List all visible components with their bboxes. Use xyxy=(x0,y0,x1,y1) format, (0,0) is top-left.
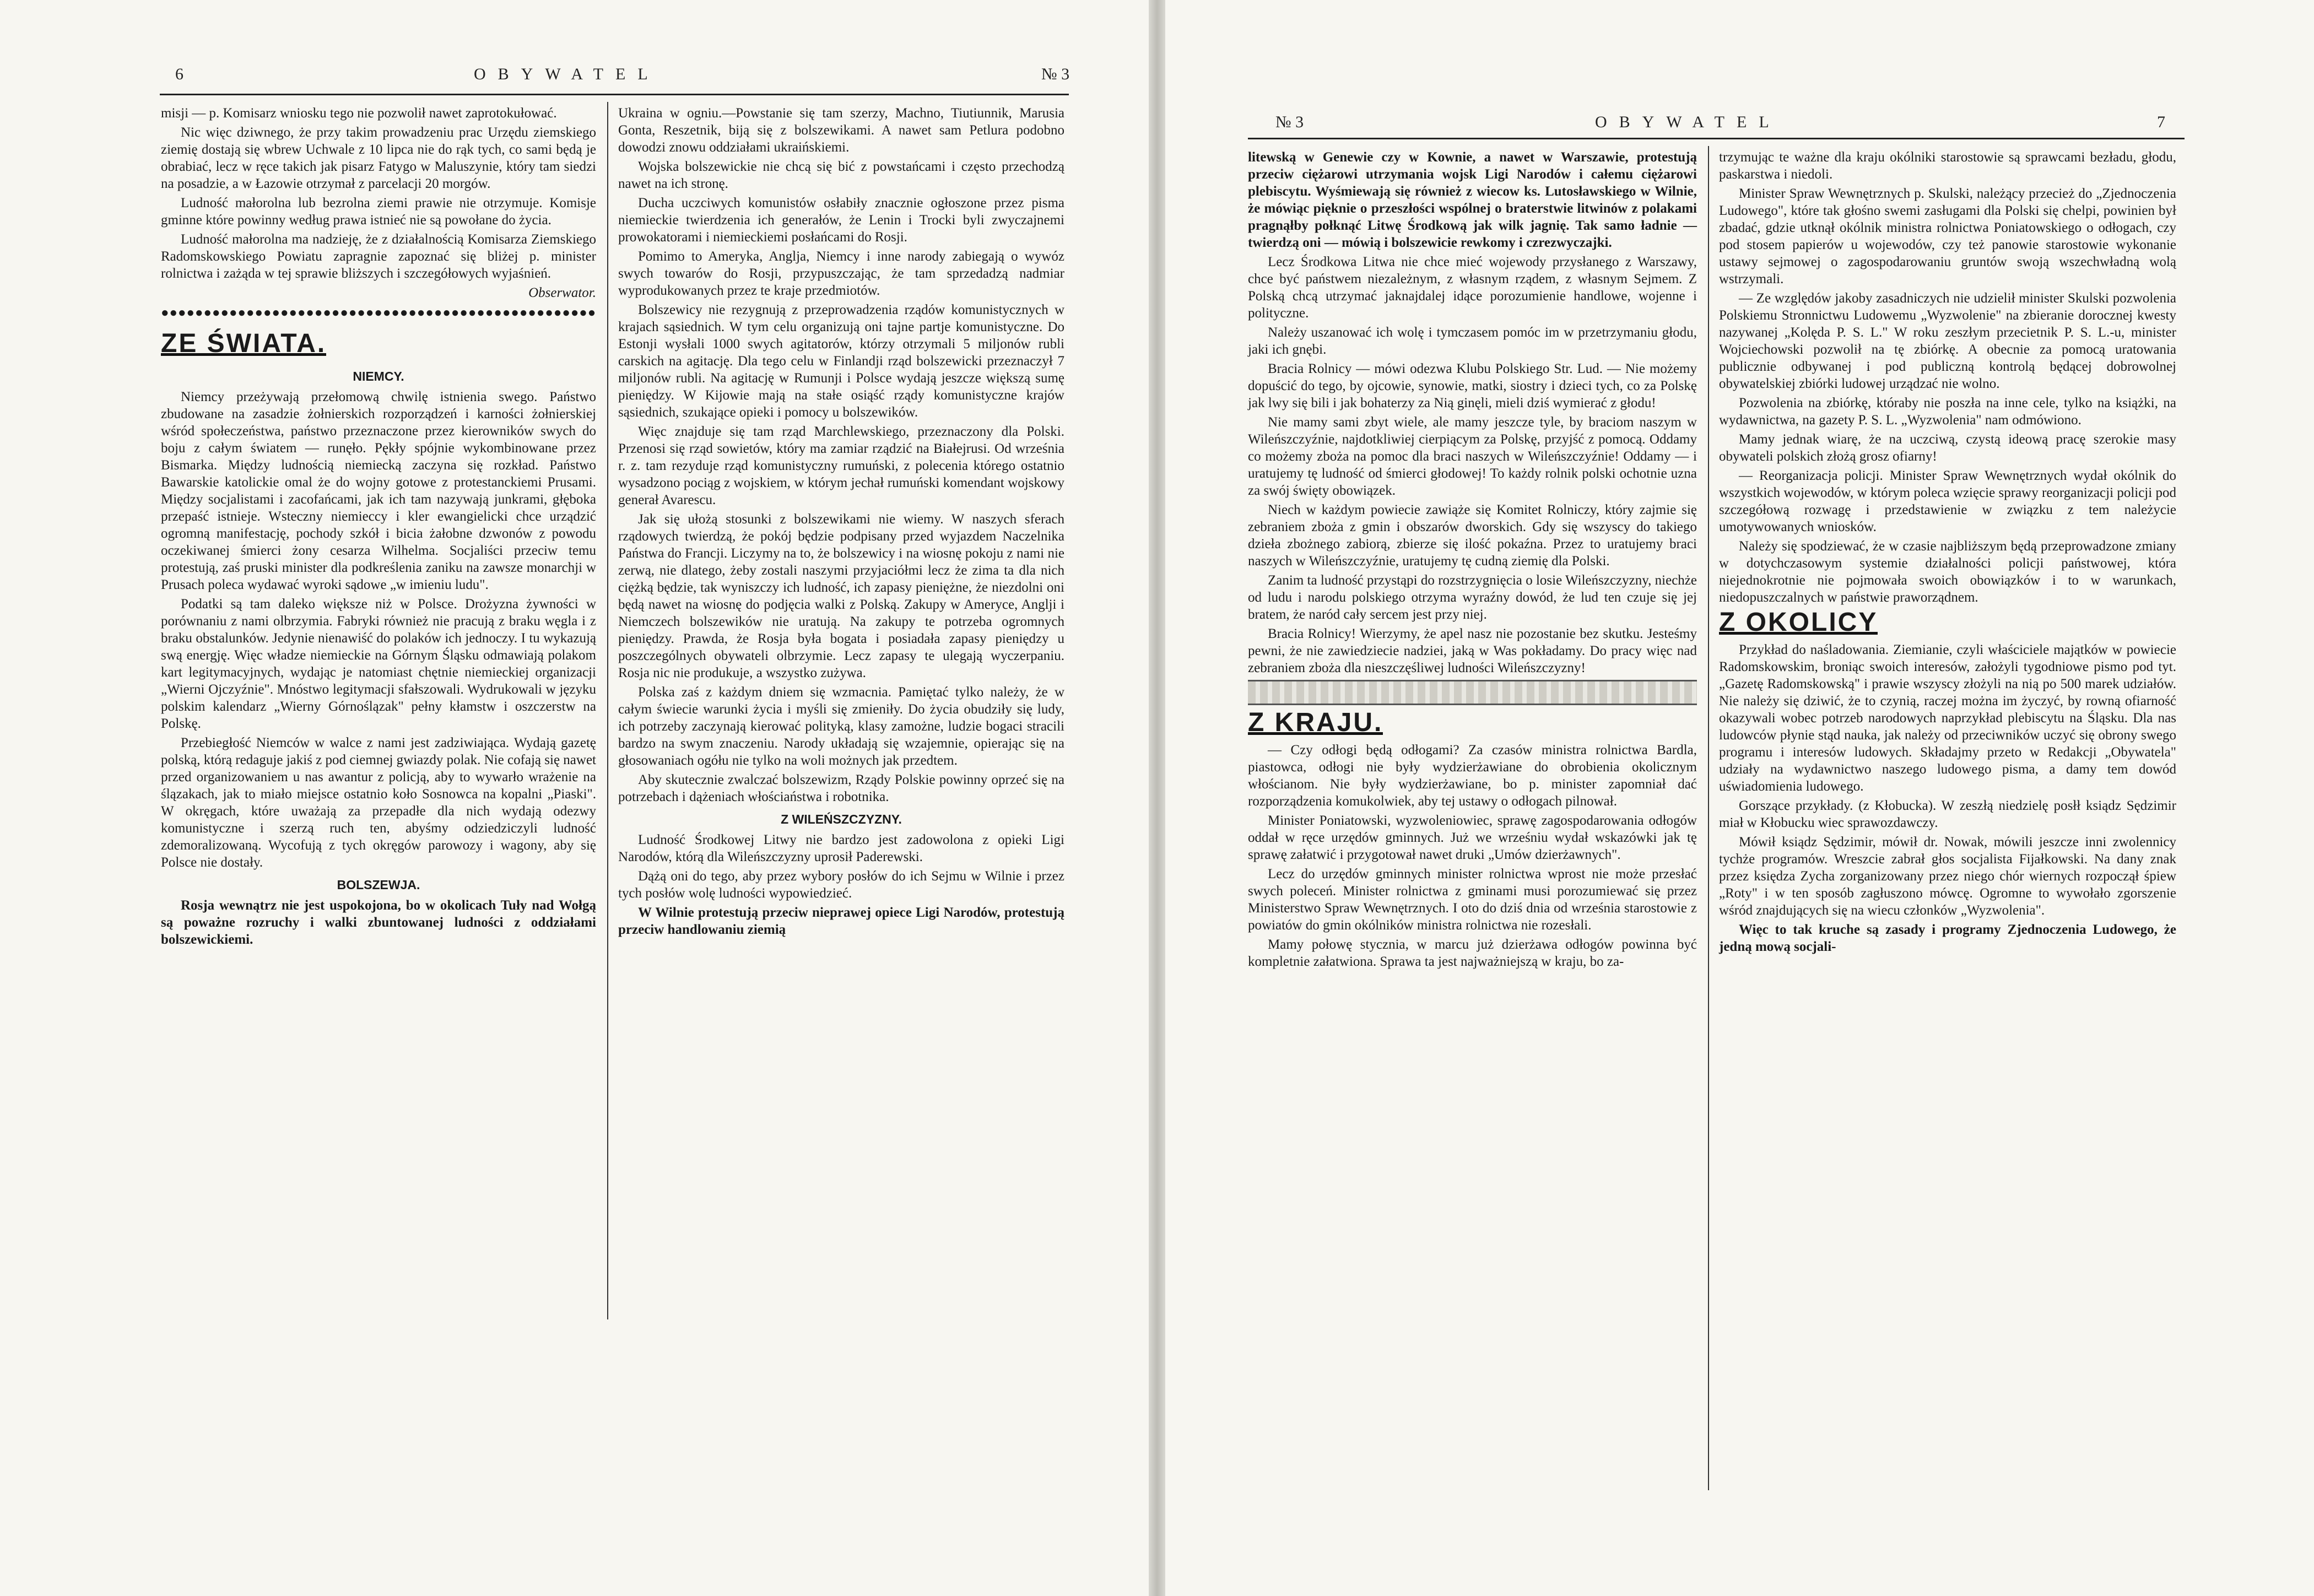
article-paragraph: Przykład do naśladowania. Ziemianie, czyli właściciele majątków w powiecie Radomskowskim, broniąc swoich interesów, założyli tygodniowe pismo pod tyt. „Gazetę Radomskowską" i prawie wszyscy złożyli na nią po 500 marek udziałów. Nie należy się dziwić, że to czynią, raczej można im życzyć, by rowną ofiarność okazywali wobec potrzeb narodowych naprzykład plebiscytu na Śląsku. Dla nas ludowców płynie stąd nauka, jak należy od przeciwników uczyć się obrony swego programu i interesów ludowych. Składajmy przeto w Redakcji „Obywatela" udziały na wydawnictwo naszego ludowego pisma, a damy tem dowód uświadomienia ludowego. xyxy=(1719,642,2176,794)
section-title-z-okolicy: Z OKOLICY xyxy=(1719,608,1878,637)
article-paragraph: Dążą oni do tego, aby przez wybory posłów do ich Sejmu w Wilnie i przez tych posłów wolę ludności wypowiedzieć. xyxy=(618,869,1064,901)
left-page xyxy=(0,0,1149,1596)
article-paragraph: Niemcy przeżywają przełomową chwilę istnienia swego. Państwo zbudowane na zasadzie żołnierskich rozporządzeń i karności żołnierskiej wśród społeczeństwa, państwo przeznaczone przez kierowników swych do boju z całym światem — runęło. Pękły spójnie wykombinowane przez Bismarka. Między ludnością niemiecką zaczyna się rozkład. Państwo Bawarskie katolickie omal że do wojny gotowe z protestanckiemi Prusami. Między socjalistami i zacofańcami, jak ich tam nazywają junkrami, głęboka przepaść istnieje. Wsteczny niemieccy i kler ewangielicki chce urządzić ogromną manifestację, pochody szkół i bicia żałobne dzwonów z powodu oczekiwanej śmierci żony cesarza Wilhelma. Socjaliści przeciw temu protestują, zaś pruski minister dla podkreślenia zaniku na zawsze monarchji w Prusach poleca wydawać wyroki sądowe „w imieniu ludu". xyxy=(161,389,596,592)
subheading-z-wilenszczyzny: Z WILEŃSZCZYZNY. xyxy=(781,812,902,826)
article-signature: Obserwator. xyxy=(528,285,596,300)
article-paragraph: Mamy połowę stycznia, w marcu już dzierżawa odłogów powinna być kompletnie załatwiona. Sprawa ta jest najważniejszą w kraju, bo za- xyxy=(1248,937,1697,969)
article-paragraph: W Wilnie protestują przeciw nieprawej opiece Ligi Narodów, protestują przeciw handlowaniu ziemią xyxy=(618,905,1064,937)
article-paragraph: — Czy odłogi będą odłogami? Za czasów ministra rolnictwa Bardla, piastowca, odłogi nie były wydzierżawiane do obrobienia okolicznym włościanom. Nie były wydzierżawiane, bo p. minister zapomniał dać rozporządzenia komukolwiek, aby tej ustawy o odłogach pilnował. xyxy=(1248,743,1697,809)
right-column-2 xyxy=(1719,149,2176,957)
article-paragraph: Ludność małorolna ma nadzieję, że z działalnością Komisarza Ziemskiego Radomskowskiego Powiatu zapragnie zapoznać się bliżej p. minister rolnictwa i zażąda w tej sprawie bliższych i szczegółowych wyjaśnień. xyxy=(161,232,596,281)
left-running-head: OBYWATEL xyxy=(474,65,660,83)
article-paragraph: Mówił ksiądz Sędzimir, mówił dr. Nowak, mówili jeszcze inni zwolennicy tychże programów. Wreszcie zabrał głos socjalista Fijałkowski. Na dany znak przez księdza Zycha zorganizowany przez niego chór wiernych rozpoczął śpiew „Roty" i w ten sposób zagłuszono mówcę. Ogromne to wywołało zgorszenie wśród znajdujących się na wiecu członków „Wyzwolenia". xyxy=(1719,835,2176,918)
article-paragraph: Polska zaś z każdym dniem się wzmacnia. Pamiętać tylko należy, że w całym świecie warunki życia i myśli się zmieniły. Do życia obudziły się ludy, ich potrzeby zaczynają kierować polityką, klasy zamożne, ludzie bogaci stracili bardzo na swym znaczeniu. Narody układają się wzajemnie, opierając się na głosowaniach ogółu nie tylko na woli możnych jak przedtem. xyxy=(618,685,1064,768)
article-paragraph: Nic więc dziwnego, że przy takim prowadzeniu prac Urzędu ziemskiego ziemię dostają się wbrew Uchwale z 10 lipca nie do rąk tych, co sami będą je obrabiać, lecz w ręce takich jak pisarz Fatygo w Maluszynie, który tam siedzi na posadzie, a w Łazowie otrzymał z parcelacji 20 morgów. xyxy=(161,125,596,191)
article-paragraph: Gorszące przykłady. (z Kłobucka). W zeszłą niedzielę posłł ksiądz Sędzimir miał w Kłobucku wiec sprawozdawczy. xyxy=(1719,798,2176,830)
article-paragraph: Rosja wewnątrz nie jest uspokojona, bo w okolicach Tuły nad Wołgą są poważne rozruchy i walki zbuntowanej ludności z oddziałami bolszewickiemi. xyxy=(161,898,596,947)
left-column-2 xyxy=(618,105,1064,940)
article-paragraph: Lecz do urzędów gminnych minister rolnictwa wprost nie może przesłać swych poleceń. Minister rolnictwa z gminami musi porozumiewać się przez Ministerstwo Spraw Wewnętrznych. I oto do dziś dnia od września starostowie z powiatów do gmin okólników ministra rolnictwa nie rozesłali. xyxy=(1248,867,1697,933)
subheading-bolszewja: BOLSZEWJA. xyxy=(337,878,420,892)
article-paragraph: litewską w Genewie czy w Kownie, a nawet w Warszawie, protestują przeciw ciężarowi utrzymania wojsk Ligi Narodów i całemu ciężarowi plebiscytu. Wyśmiewają się również z wiecow ks. Lutosławskiego w Wilnie, że mówiąc pięknie o przeszłości wspólnej o braterstwie litwinów z polakami pragnąłby połknąć Litwę Środkową jak wilk jagnię. Tak samo ładnie — twierdzą oni — mówią i bolszewicie rewkomy i czrezwyczajki. xyxy=(1248,150,1697,250)
article-paragraph: Niech w każdym powiecie zawiąże się Komitet Rolniczy, który zajmie się zebraniem zboża z gmin i obszarów dworskich. Gdy się wszyscy do takiego dzieła zbożnego zabiorą, zbierze się ilość pokaźna. Przez to uratujemy braci naszych w Wileńszczyźnie, uratujemy tę cudną ziemię dla Polski. xyxy=(1248,502,1697,569)
ornamental-divider: ●●●●●●●●●●●●●●●●●●●●●●●●●●●●●●●●●●●●●●●●●●●●●●●●●●● xyxy=(161,306,596,320)
article-paragraph: Minister Spraw Wewnętrznych p. Skulski, należący przecież do „Zjednoczenia Ludowego", które tak głośno swemi zasługami dla Polski się chelpi, powinien był zbadać, gdzie utknął okólnik ministra rolnictwa Poniatowskiego o odłogach, czy pod stosem papierów u wojewodów, czy też panowie starostowie wykonanie ustawy sejmowej o zagospodarowaniu gruntów swoją wszechwładną wolą wstrzymali. xyxy=(1719,186,2176,286)
article-paragraph: Wojska bolszewickie nie chcą się bić z powstańcami i często przechodzą nawet na ich stronę. xyxy=(618,159,1064,191)
article-paragraph: Jak się ułożą stosunki z bolszewikami nie wiemy. W naszych sferach rządowych twierdzą, że pokój będzie podpisany przed wyjazdem Naczelnika Państwa do Francji. Liczymy na to, że bolszewicy i na wiosnę pokoju z nami nie zerwą, nie dlatego, żeby zostali naszymi przyjaciółmi lecz że zima ta dla nich ciężką będzie, tak wyniszczy ich ludność, ich zapasy pieniężne, że niezdolni oni będą nawet na wiosnę do podjęcia walki z Polską. Zakupy w Ameryce, Anglji i Niemczech bolszewików nie uratują. Na zakupy te potrzeba ogromnych pieniędzy. Prawda, że Rosja była bogata i posiadała zapasy pieniędzy u poszczególnych obywateli olbrzymie. Lecz zapasy te ulegają wyczerpaniu. Rosja nic nie produkuje, a wszystko zużywa. xyxy=(618,512,1064,680)
article-paragraph: Lecz Środkowa Litwa nie chce mieć wojewody przysłanego z Warszawy, chce być państwem niezależnym, z własnym rządem, z własnym Sejmem. Z Polską chcą utrzymać jaknajdalej idące porozumienie handlowe, wojenne i polityczne. xyxy=(1248,255,1697,321)
article-paragraph: Minister Poniatowski, wyzwoleniowiec, sprawę zagospodarowania odłogów oddał w ręce urzędów gminnych. Już we wrześniu wydał wskazówki jak tę sprawę załatwić i przygotował nawet druki „Umów dzierżawnych". xyxy=(1248,813,1697,862)
right-column-1 xyxy=(1248,149,1697,972)
article-paragraph: Bolszewicy nie rezygnują z przeprowadzenia rządów komunistycznych w krajach sąsiednich. W tym celu organizują oni tajne partje komunistyczne. Do Estonji wysłali 1000 swych agitatorów, którzy otrzymali 5 miljonów rubli carskich na agitację. Dla tego celu w Finlandji rząd bolszewicki przeznaczył 7 miljonów rubli. Na agitację w Rumunji i Polsce wydają jeszcze większą sumę pieniędzy. W Kijowie mają na stałe osiąść rządy komunistyczne krajów sąsiednich, szukające opieki i pomocy u bolszewików. xyxy=(618,302,1064,420)
article-paragraph: Należy się spodziewać, że w czasie najbliższym będą przeprowadzone zmiany w dotychczasowym systemie działalności policji państwowej, która niejednokrotnie nie pojmowała swoich obowiązków i to w warunkach, niedopuszczalnych w państwie praworządnem. xyxy=(1719,539,2176,605)
left-header-rule xyxy=(160,94,1069,95)
article-paragraph: Pozwolenia na zbiórkę, któraby nie poszła na inne cele, tylko na książki, na wydawnictwa, na gazety P. S. L. „Wyzwolenia" nam odmówiono. xyxy=(1719,396,2176,428)
decorative-band xyxy=(1248,680,1697,705)
article-paragraph: Więc znajduje się tam rząd Marchlewskiego, przeznaczony dla Polski. Przenosi się rząd sowietów, który ma zamiar rządzić na Białejrusi. Od września r. z. tam rezyduje rząd komunistyczny rumuński, z polecenia którego ostatnio wysadzono pociąg z wojskiem, w którym jechał rumuński komendant wojskowy generał Avarescu. xyxy=(618,424,1064,507)
right-header-rule xyxy=(1248,138,2185,139)
article-paragraph: Ukraina w ogniu.—Powstanie się tam szerzy, Machno, Tiutiunnik, Marusia Gonta, Reszetnik, biją się z bolszewikami. A nawet sam Petlura podobno dowodzi znowu oddziałami ukraińskiemi. xyxy=(618,106,1064,155)
section-title-z-kraju: Z KRAJU. xyxy=(1248,708,1383,737)
article-paragraph: — Ze względów jakoby zasadniczych nie udzielił minister Skulski pozwolenia Polskiemu Stronnictwu Ludowemu „Wyzwolenie" na zbieranie dorocznej kwesty nazywanej „Kolęda P. S. L." W roku zeszłym przecietnik P. S. L.-u, minister Wojciechowski pozwolił na tę zbiórkę. A obecnie za pomocą uratowania publicznie odbywanej i pod publiczną kontrolą będącej dobrowolnej obywatelskiej zbiórki ludowej urządzać nie wolno. xyxy=(1719,291,2176,391)
right-page xyxy=(1165,0,2314,1596)
article-paragraph: Ludność Środkowej Litwy nie bardzo jest zadowolona z opieki Ligi Narodów, którą dla Wileńszczyzny uprosił Paderewski. xyxy=(618,832,1064,864)
article-paragraph: — Reorganizacja policji. Minister Spraw Wewnętrznych wydał okólnik do wszystkich wojewodów, w którym poleca wzięcie sprawy reorganizacji policji pod szczegółową rozwagę i przedstawienie w związku z tem należycie umotywowanych wniosków. xyxy=(1719,468,2176,534)
article-paragraph: Pomimo to Ameryka, Anglja, Niemcy i inne narody zabiegają o wywóz swych towarów do Rosji, przypuszczając, że tam sprzedadzą nadmiar wyprodukowanych przez te kraje przedmiotów. xyxy=(618,249,1064,298)
right-column-divider xyxy=(1708,146,1709,1490)
right-running-head: OBYWATEL xyxy=(1595,113,1781,131)
left-column-1 xyxy=(161,105,596,950)
article-paragraph: Więc to tak kruche są zasady i programy Zjednoczenia Ludowego, że jedną mową socjali- xyxy=(1719,922,2176,954)
right-page-number: 7 xyxy=(2157,113,2165,131)
article-paragraph: Mamy jednak wiarę, że na uczciwą, czystą ideową pracę szerokie masy obywateli polskich złożą grosz ofiarny! xyxy=(1719,432,2176,464)
article-paragraph: Nie mamy sami zbyt wiele, ale mamy jeszcze tyle, by braciom naszym w Wileńszczyźnie, najdotkliwiej cierpiącym za Polskę, przyjść z pomocą. Oddamy co możemy zboża na pomoc dla braci naszych w Wileńszczyźnie! Oddamy — i uratujemy tę ludność od śmierci głodowej! To każdy rolnik polski ochotnie uzna za swój święty obowiązek. xyxy=(1248,415,1697,498)
left-column-divider xyxy=(607,102,608,1319)
article-paragraph: Przebiegłość Niemców w walce z nami jest zadziwiająca. Wydają gazetę polską, którą redaguje jakiś z pod ciemnej gwiazdy polak. Nie cofają się nawet przed organizowaniem u nas awantur z policją, aby to wywarło wrażenie na ślązakach, jak to miało miejsce ostatnio koło Sosnowca na kopalni „Piaski". W okręgach, które uważają za przepadłe dla nich wydają odezwy komunistyczne i szerzą ruch ten, abyśmy odziedziczyli ludność zdemoralizowaną. Wycofują z tych okręgów parowozy i wagony, aby się Polsce nie dostały. xyxy=(161,735,596,870)
section-title-ze-swiata: ZE ŚWIATA. xyxy=(161,329,327,358)
article-paragraph: trzymując te ważne dla kraju okólniki starostowie są sprawcami bezładu, głodu, paskarstwa i niedoli. xyxy=(1719,150,2176,182)
book-gutter xyxy=(1149,0,1165,1596)
left-issue-number: № 3 xyxy=(1041,65,1070,83)
article-paragraph: Podatki są tam daleko większe niż w Polsce. Drożyzna żywności w porównaniu z nami olbrzymia. Fabryki również nie pracują z braku węgla i z braku obstalunków. Jedynie nienawiść do polaków ich jednoczy. I tu wykazują swą energję. Więc władze niemieckie na Górnym Śląsku odmawiają polakom kart legitymacyjnych, wydając je natomiast chętnie niemieckiej organizacji „Wierni Ojczyźnie". Mnóstwo legitymacji sfałszowali. Wydrukowali w języku polskim kalendarz „Wierny Górnoślązak" pełny kłamstw i oszczerstw na Polskę. xyxy=(161,597,596,731)
subheading-niemcy: NIEMCY. xyxy=(353,369,404,383)
left-page-number: 6 xyxy=(175,65,183,83)
article-paragraph: Bracia Rolnicy! Wierzymy, że apel nasz nie pozostanie bez skutku. Jesteśmy pewni, że nie zawiedziecie nadziei, jaką w Was pokładamy. Do pracy więc nad zebraniem zboża dla nieszczęśliwej ludności Wileńszczyzny! xyxy=(1248,626,1697,675)
article-paragraph: misji — p. Komisarz wniosku tego nie pozwolił nawet zaprotokułować. xyxy=(161,106,557,121)
article-paragraph: Aby skutecznie zwalczać bolszewizm, Rządy Polskie powinny oprzeć się na potrzebach i dążeniach włościaństwa i robotnika. xyxy=(618,772,1064,804)
article-paragraph: Ducha uczciwych komunistów osłabiły znacznie ogłoszone przez pisma niemieckie twierdzenia ich generałów, że Lenin i Trocki byli zwyczajnemi prowokatorami i niemieckiemi posłańcami do Rosji. xyxy=(618,196,1064,245)
article-paragraph: Ludność małorolna lub bezrolna ziemi prawie nie otrzymuje. Komisje gminne które powinny według prawa istnieć nie są powołane do życia. xyxy=(161,196,596,228)
article-paragraph: Należy uszanować ich wolę i tymczasem pomóc im w przetrzymaniu głodu, jaki ich gnębi. xyxy=(1248,325,1697,357)
article-paragraph: Zanim ta ludność przystąpi do rozstrzygnięcia o losie Wileńszczyzny, niechże od ludu i narodu polskiego otrzyma wyraźny dowód, że lud ten czuje się jej bratem, że naród cały sercem jest przy niej. xyxy=(1248,573,1697,622)
article-paragraph: Bracia Rolnicy — mówi odezwa Klubu Polskiego Str. Lud. — Nie możemy dopuścić do tego, by ojcowie, synowie, matki, siostry i dzieci tych, co za Polskę jak lwy się bili i jak bohaterzy za Nią ginęli, mieli dziś wymierać z głodu! xyxy=(1248,361,1697,410)
right-issue-number: № 3 xyxy=(1275,113,1304,131)
